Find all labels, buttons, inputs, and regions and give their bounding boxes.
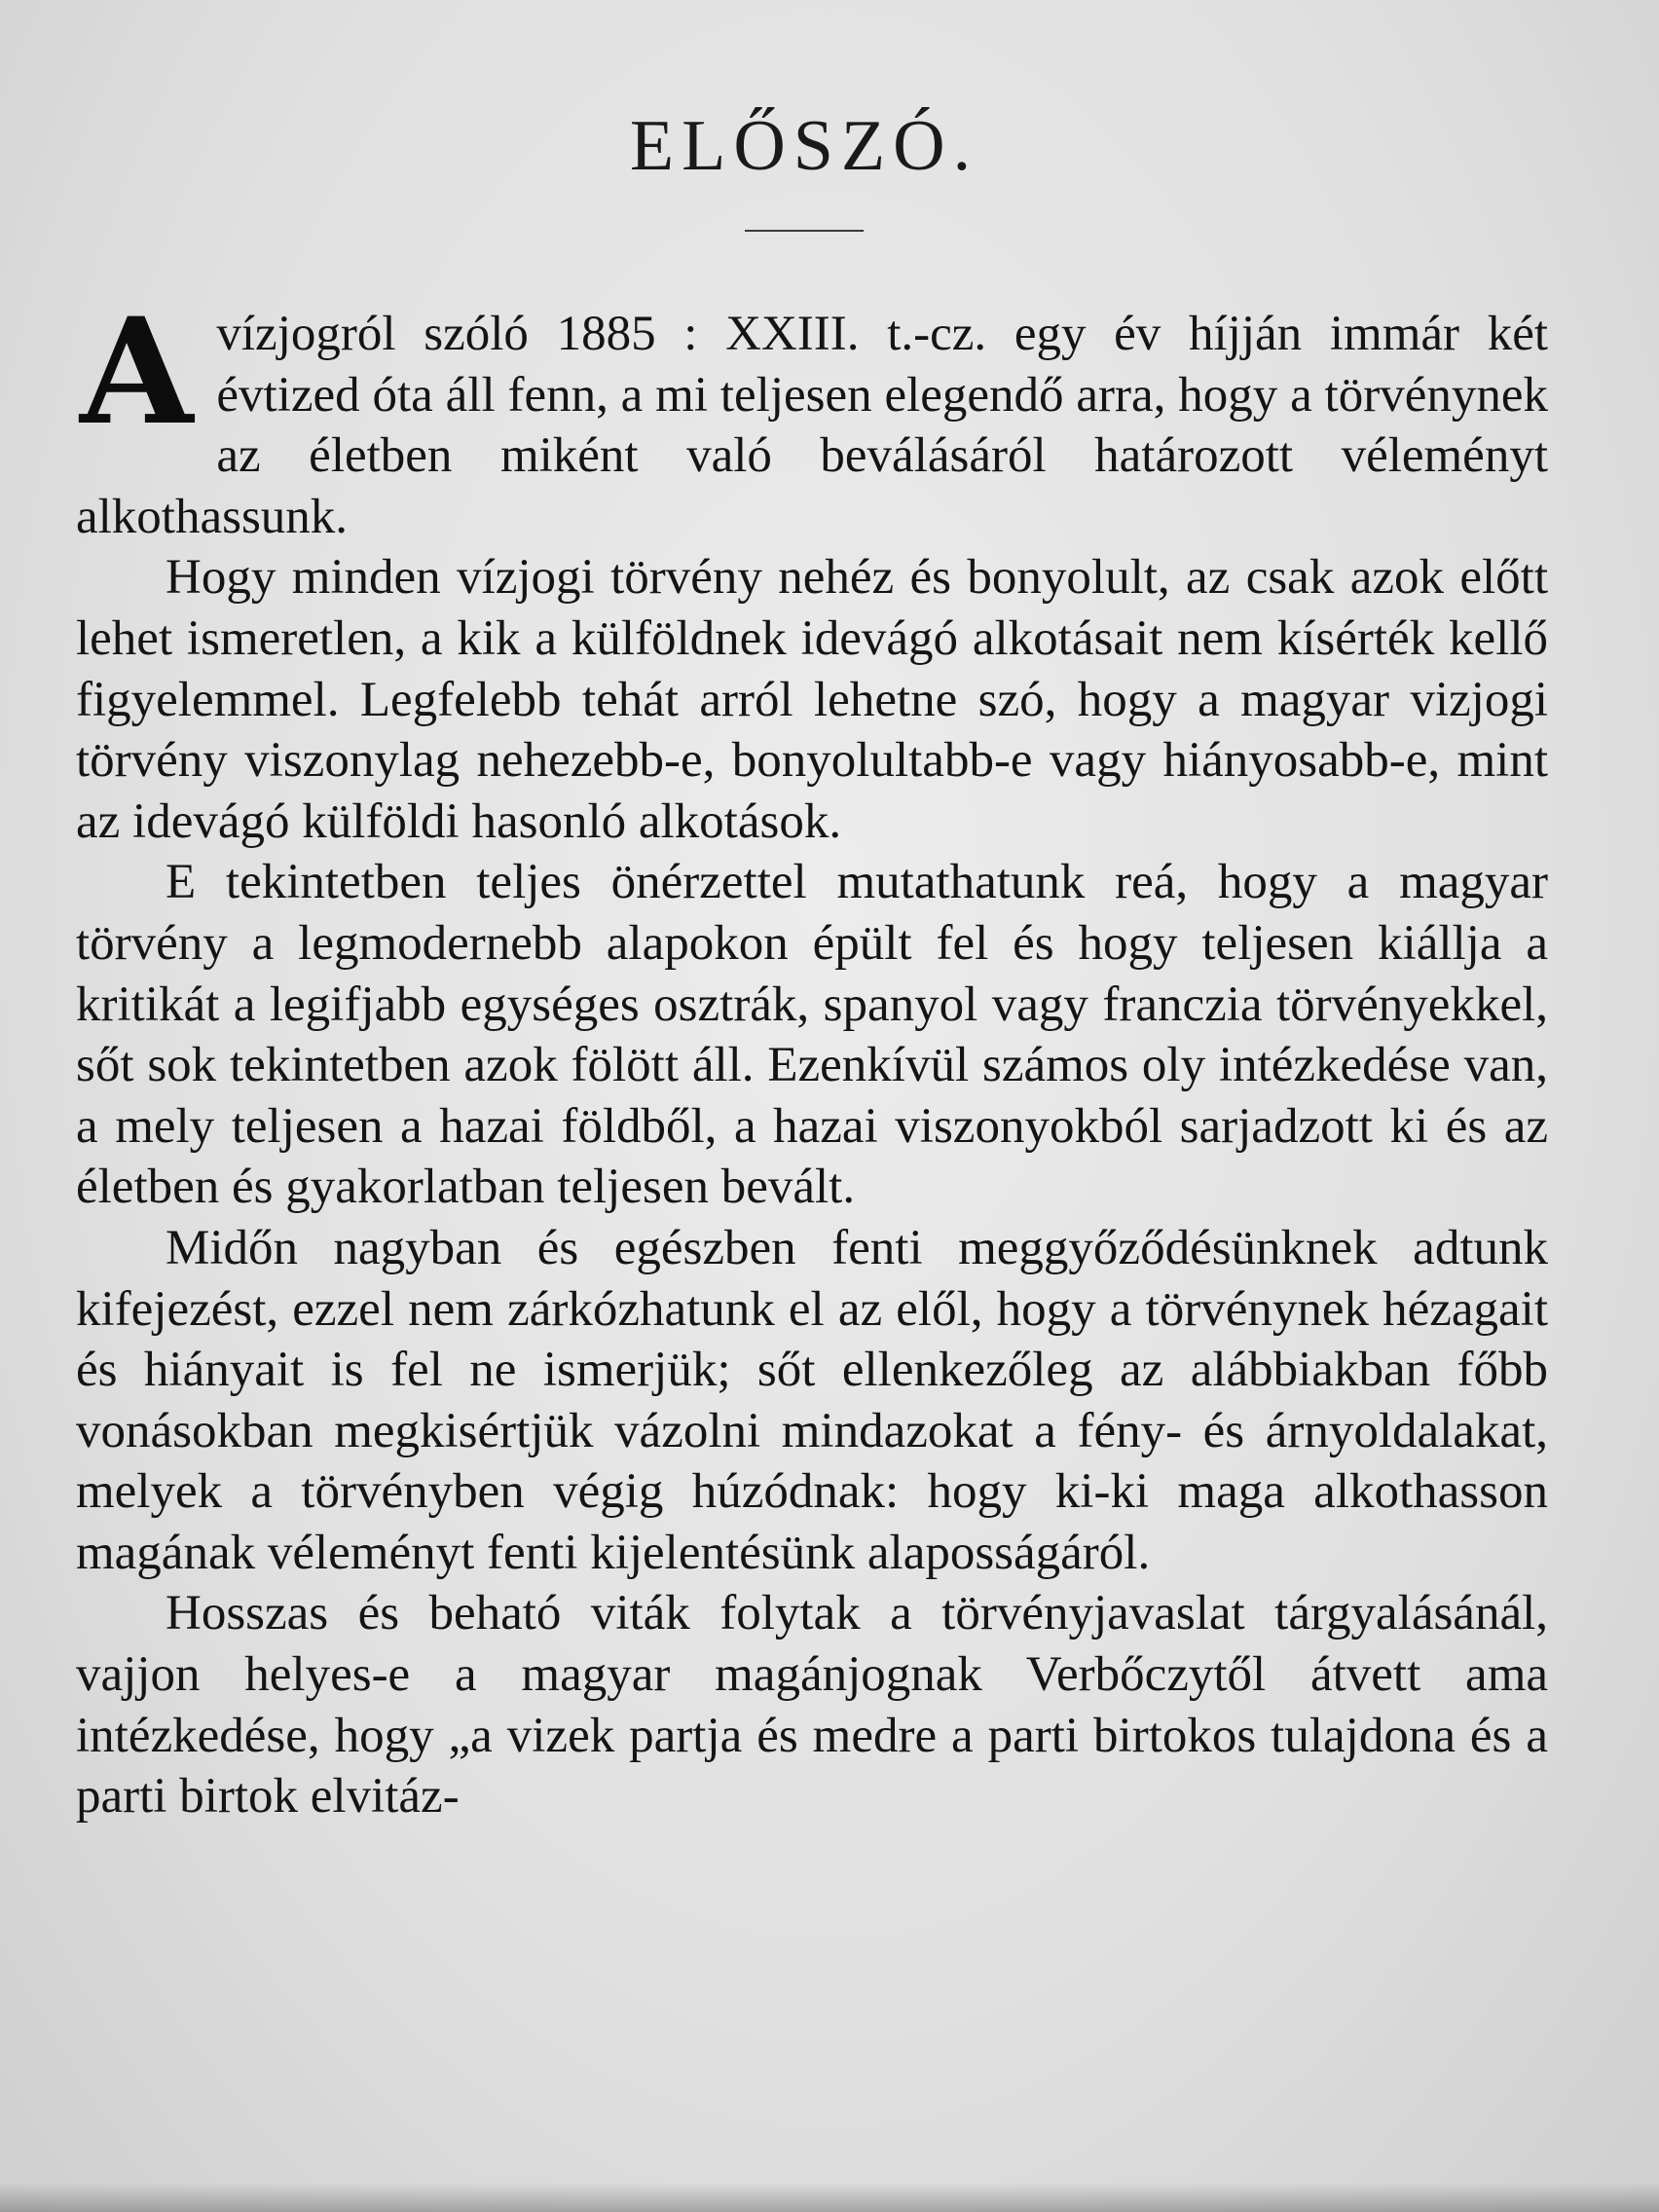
- paragraph-1: [76, 286, 1548, 547]
- page-bottom-shadow: [0, 2183, 1659, 2212]
- title-divider: [745, 230, 864, 232]
- preface-body: [76, 286, 1548, 1827]
- drop-cap: A: [80, 286, 194, 458]
- paragraph-2: Hogy minden vízjogi törvény nehéz és bonyolult, az csak azok előtt lehet ismeretlen, a kik a külföldnek idevágó alkotásait nem kísérték kellő figyelemmel. Legfelebb tehát arról lehetne szó, hogy a magyar vizjogi törvény viszonylag nehezebb-e, bonyolultabb-e vagy hiányosabb-e, mint az idevágó külföldi hasonló alkotások.: [76, 550, 1548, 849]
- page-title: ELŐSZÓ.: [629, 106, 979, 186]
- paragraph-3: E tekintetben teljes önérzettel mutathatunk reá, hogy a magyar törvény a legmodernebb alapokon épült fel és hogy teljesen kiállja a kritikát a legifjabb egységes osztrák, spanyol vagy franczia törvényekkel, sőt sok tekintetben azok fölött áll. Ezenkívül számos oly intézkedése van, a mely teljesen a hazai földből, a hazai viszonyokból sarjadzott ki és az életben és gyakorlatban teljesen bevált.: [76, 855, 1548, 1215]
- paragraph-5: Hosszas és beható viták folytak a törvényjavaslat tárgyalásánál, vajjon helyes-e a magyar magánjognak Verbőczytől átvett ama intézkedése, hogy „a vizek partja és medre a parti birtokos tulajdona és a parti birtok elvitáz-: [76, 1586, 1548, 1825]
- paragraph-1-text: vízjogról szóló 1885 : XXIII. t.-cz. egy év híjján immár két évtized óta áll fenn, a mi teljesen elegendő arra, hogy a törvénynek az életben miként való beválásáról határozott véleményt alkothassunk.: [76, 307, 1548, 544]
- paragraph-4: Midőn nagyban és egészben fenti meggyőződésünknek adtunk kifejezést, ezzel nem zárkózhatunk el az elől, hogy a törvénynek hézagait és hiányait is fel ne ismerjük; sőt ellenkezőleg az alábbiakban főbb vonásokban megkisértjük vázolni mindazokat a fény- és árnyoldalakat, melyek a törvényben végig húzódnak: hogy ki-ki maga alkothasson magának véleményt fenti kijelentésünk alaposságáról.: [76, 1220, 1548, 1580]
